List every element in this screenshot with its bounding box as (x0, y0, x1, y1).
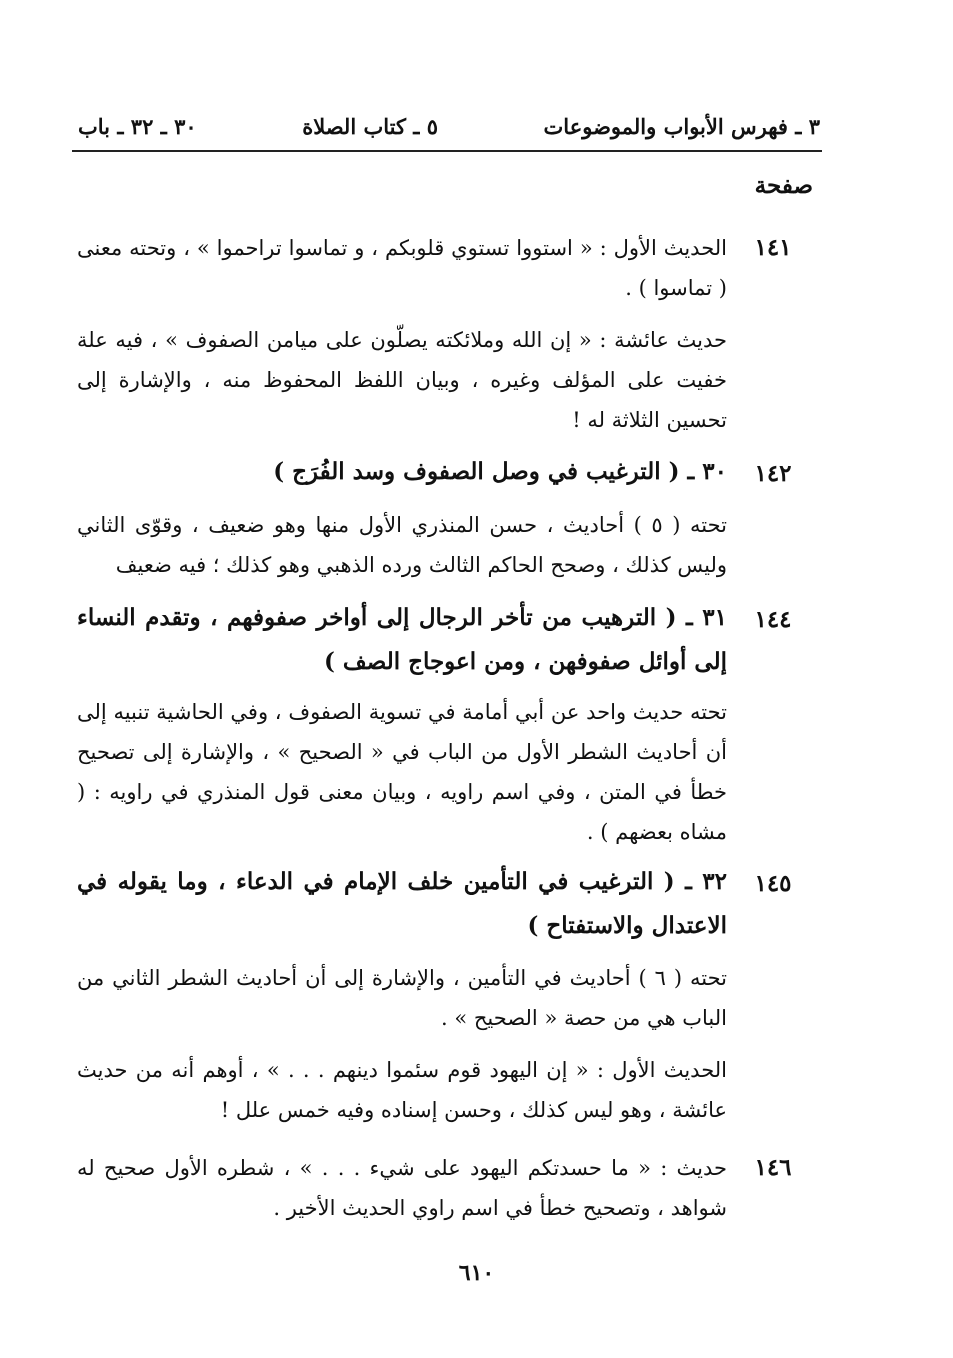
chapter-title: ٣٢ ـ ( الترغيب في التأمين خلف الإمام في الدعاء ، وما يقوله في الاعتدال والاستفتاح ) (77, 868, 727, 939)
entry-page-number: ١٤٥ (754, 870, 792, 897)
entry-paragraph: حديث : « ما حسدتكم اليهود على شيء . . . » ، شطره الأول صحيح له شواهد ، وتصحيح خطأ في اسم راوي الحديث الأخير . (77, 1156, 727, 1220)
header-book-title: ٥ ـ كتاب الصلاة (302, 113, 439, 139)
page-number: ٦١٠ (458, 1260, 495, 1286)
header-section-title: ٣ ـ فهرس الأبواب والموضوعات (543, 113, 820, 139)
running-header (78, 108, 820, 144)
entry-paragraph: حديث عائشة : « إن الله وملائكته يصلّون على ميامن الصفوف » ، فيه علة خفيت على المؤلف وغيره ، وبيان اللفظ المحفوظ منه ، والإشارة إلى تحسين الثلاثة له ! (77, 328, 727, 432)
entry-paragraph: تحته ( ٥ ) أحاديث ، حسن المنذري الأول منها وهو ضعيف ، وقوّى الثاني وليس كذلك ، وصحح الحاكم الثالث ورده الذهبي وهو كذلك ؛ فيه ضعيف (77, 513, 727, 577)
page-column-label: صفحة (754, 172, 813, 199)
entry-page-number: ١٤١ (754, 234, 792, 261)
entry-page-number: ١٤٤ (754, 606, 792, 633)
chapter-title: ٣١ ـ ( الترهيب من تأخر الرجال إلى أواخر صفوفهم ، وتقدم النساء إلى أوائل صفوفهن ، ومن اعوجاج الصف ) (77, 604, 727, 675)
chapter-title: ٣٠ ـ ( الترغيب في وصل الصفوف وسد الفُرَج ) (273, 458, 727, 485)
entry-paragraph: تحته حديث واحد عن أبي أمامة في تسوية الصفوف ، وفي الحاشية تنبيه إلى أن أحاديث الشطر الأول من الباب في « الصحيح » ، والإشارة إلى تصحيح خطأ في المتن ، وفي اسم راويه ، وبيان معنى قول المنذري في راويه : ( مشاه بعضهم ) . (77, 700, 727, 844)
entry-page-number: ١٤٦ (754, 1154, 792, 1181)
entry-paragraph: الحديث الأول : « إن اليهود قوم سئموا دينهم . . . » ، أوهم أنه من حديث عائشة ، وهو ليس كذلك ، وحسن إسناده وفيه خمس علل ! (77, 1058, 727, 1122)
entry-page-number: ١٤٢ (754, 460, 792, 487)
entry-paragraph: الحديث الأول : « استووا تستوي قلوبكم ، و تماسوا تراحموا » ، وتحته معنى ( تماسوا ) . (77, 236, 727, 300)
entry-paragraph: تحته ( ٦ ) أحاديث في التأمين ، والإشارة إلى أن أحاديث الشطر الثاني من الباب هي من حصة « الصحيح » . (77, 966, 727, 1030)
header-rule (72, 150, 822, 152)
header-chapter-range: ٣٠ ـ ٣٢ ـ باب (78, 113, 197, 139)
